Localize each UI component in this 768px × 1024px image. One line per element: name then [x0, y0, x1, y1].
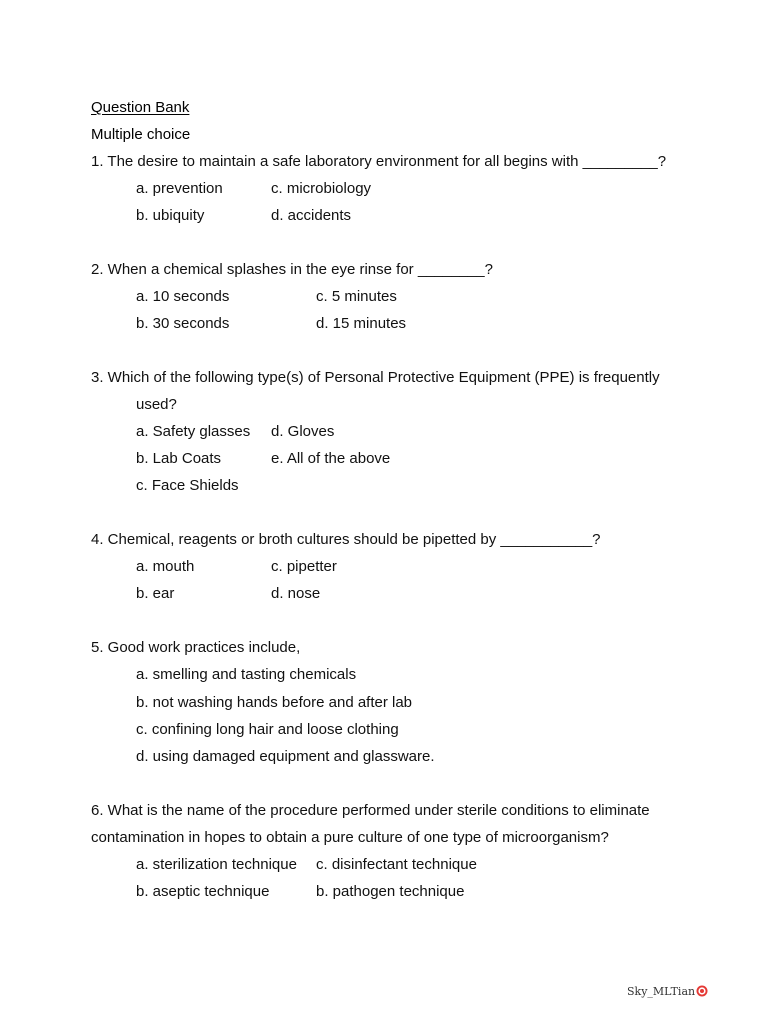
question-2-option-b: b. 30 seconds: [136, 315, 230, 332]
question-5-text: 5. Good work practices include,: [91, 639, 301, 656]
question-4-option-a: a. mouth: [136, 558, 195, 575]
question-1-option-b: b. ubiquity: [136, 207, 205, 224]
question-5-option-d: d. using damaged equipment and glassware.: [136, 748, 435, 765]
question-6-option-a: a. sterilization technique: [136, 856, 297, 873]
page-title: Question Bank: [91, 99, 190, 116]
question-5-option-b: b. not washing hands before and after lab: [136, 694, 413, 711]
footer-watermark: [627, 985, 708, 1000]
question-6-text-continuation: contamination in hopes to obtain a pure culture of one type of microorganism?: [91, 829, 609, 846]
question-1-option-c: c. microbiology: [271, 180, 372, 197]
question-5-option-a: a. smelling and tasting chemicals: [136, 666, 357, 683]
question-3-option-d: d. Gloves: [271, 423, 335, 440]
question-3-option-e: e. All of the above: [271, 450, 391, 467]
question-1-text: 1. The desire to maintain a safe laboratory environment for all begins with _________?: [91, 153, 667, 170]
question-1-option-a: a. prevention: [136, 180, 223, 197]
question-2-text: 2. When a chemical splashes in the eye rinse for ________?: [91, 261, 493, 278]
question-4-option-c: c. pipetter: [271, 558, 337, 575]
question-4-text: 4. Chemical, reagents or broth cultures should be pipetted by ___________?: [91, 531, 601, 548]
question-2-option-c: c. 5 minutes: [316, 288, 397, 305]
question-2-option-d: d. 15 minutes: [316, 315, 407, 332]
question-6-option-c: c. disinfectant technique: [316, 856, 477, 873]
question-6-option-b2: b. pathogen technique: [316, 883, 465, 900]
question-2-option-a: a. 10 seconds: [136, 288, 230, 305]
question-3-text: 3. Which of the following type(s) of Personal Protective Equipment (PPE) is frequently: [91, 369, 660, 386]
question-3-text-continuation: used?: [136, 396, 177, 413]
target-icon: [696, 985, 708, 1000]
question-3-option-b: b. Lab Coats: [136, 450, 222, 467]
question-1-option-d: d. accidents: [271, 207, 352, 224]
watermark-text: Sky_MLTian: [627, 985, 696, 998]
question-3-option-a: a. Safety glasses: [136, 423, 251, 440]
question-6-option-b: b. aseptic technique: [136, 883, 270, 900]
section-title: Multiple choice: [91, 126, 191, 143]
question-5-option-c: c. confining long hair and loose clothing: [136, 721, 399, 738]
question-4-option-d: d. nose: [271, 585, 321, 602]
question-3-option-c: c. Face Shields: [136, 477, 239, 494]
question-6-text: 6. What is the name of the procedure performed under sterile conditions to eliminate: [91, 802, 650, 819]
question-4-option-b: b. ear: [136, 585, 175, 602]
